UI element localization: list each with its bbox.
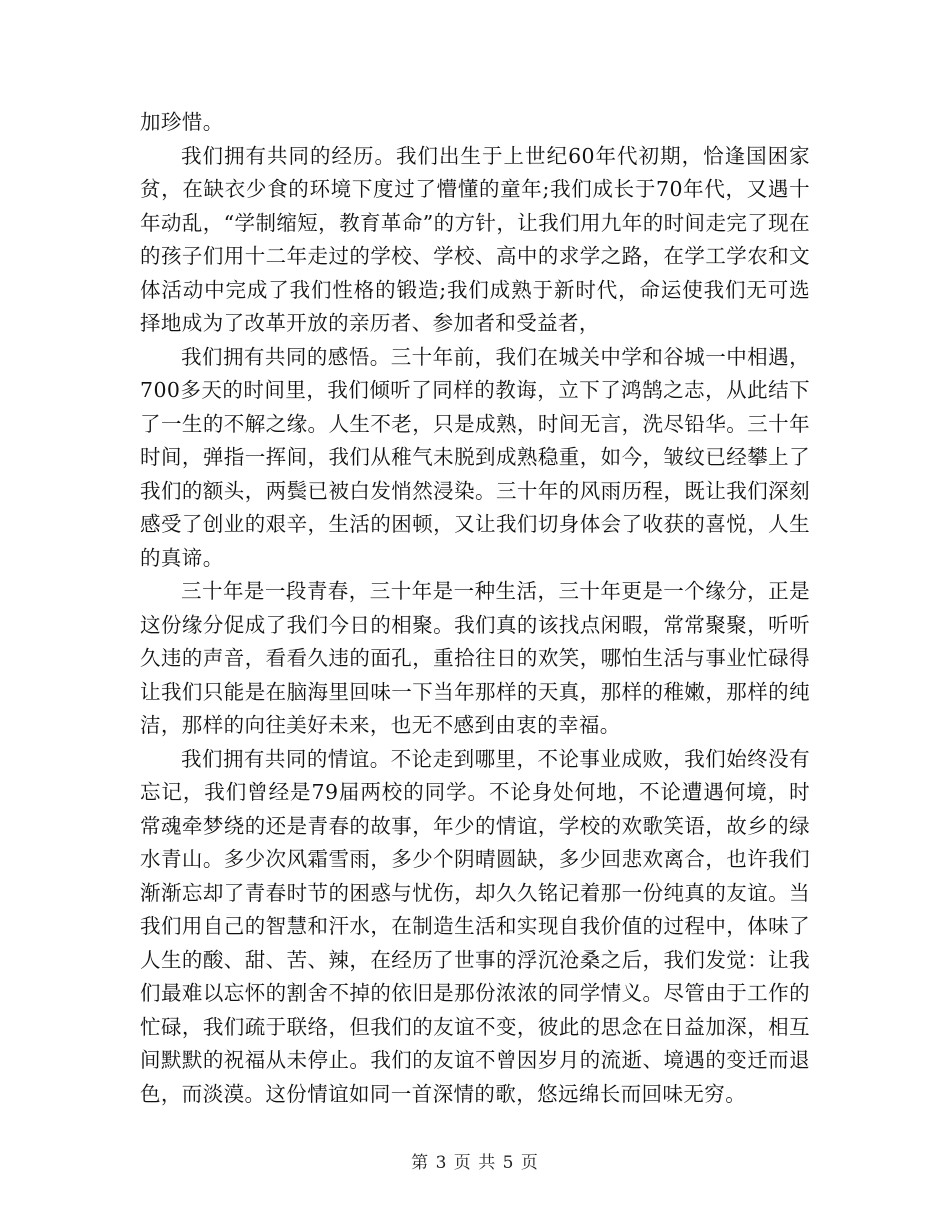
- paragraph-5: 我们拥有共同的情谊。不论走到哪里，不论事业成败，我们始终没有忘记，我们曾经是79届两校的同学。不论身处何地，不论遭遇何境，时常魂牵梦绕的还是青春的故事，年少的情谊，学校的欢歌笑语，故乡的绿水青山。多少次风霜雪雨，多少个阴晴圆缺，多少回悲欢离合，也许我们渐渐忘却了青春时节的困惑与忧伤，却久久铭记着那一份纯真的友谊。当我们用自己的智慧和汗水，在制造生活和实现自我价值的过程中，体味了人生的酸、甜、苦、辣，在经历了世事的浮沉沧桑之后，我们发觉：让我们最难以忘怀的割舍不掉的依旧是那份浓浓的同学情义。尽管由于工作的忙碌，我们疏于联络，但我们的友谊不变，彼此的思念在日益加深，相互间默默的祝福从未停止。我们的友谊不曾因岁月的流逝、境遇的变迁而退色，而淡漠。这份情谊如同一首深情的歌，悠远绵长而回味无穷。: [140, 746, 810, 1106]
- paragraph-4: 三十年是一段青春，三十年是一种生活，三十年更是一个缘分，正是这份缘分促成了我们今日的相聚。我们真的该找点闲暇，常常聚聚，听听久违的声音，看看久违的面孔，重拾往日的欢笑，哪怕生活与事业忙碌得让我们只能是在脑海里回味一下当年那样的天真，那样的稚嫩，那样的纯洁，那样的向往美好未来，也无不感到由衷的幸福。: [140, 579, 810, 737]
- page-footer: [0, 1148, 950, 1173]
- document-body: [140, 106, 810, 1111]
- paragraph-3: 我们拥有共同的感悟。三十年前，我们在城关中学和谷城一中相遇，700多天的时间里，我们倾听了同样的教诲，立下了鸿鹄之志，从此结下了一生的不解之缘。人生不老，只是成熟，时间无言，洗尽铅华。三十年时间，弹指一挥间，我们从稚气未脱到成熟稳重，如今，皱纹已经攀上了我们的额头，两鬓已被白发悄然浸染。三十年的风雨历程，既让我们深刻感受了创业的艰辛，生活的困顿，又让我们切身体会了收获的喜悦，人生的真谛。: [140, 344, 810, 570]
- page-number: 第 3 页 共 5 页: [411, 1153, 539, 1173]
- paragraph-2: 我们拥有共同的经历。我们出生于上世纪60年代初期，恰逢国困家贫，在缺衣少食的环境下度过了懵懂的童年;我们成长于70年代，又遇十年动乱，“学制缩短，教育革命”的方针，让我们用九年的时间走完了现在的孩子们用十二年走过的学校、学校、高中的求学之路，在学工学农和文体活动中完成了我们性格的锻造;我们成熟于新时代，命运使我们无可选择地成为了改革开放的亲历者、参加者和受益者，: [140, 143, 810, 335]
- paragraph-1: 加珍惜。: [140, 110, 224, 134]
